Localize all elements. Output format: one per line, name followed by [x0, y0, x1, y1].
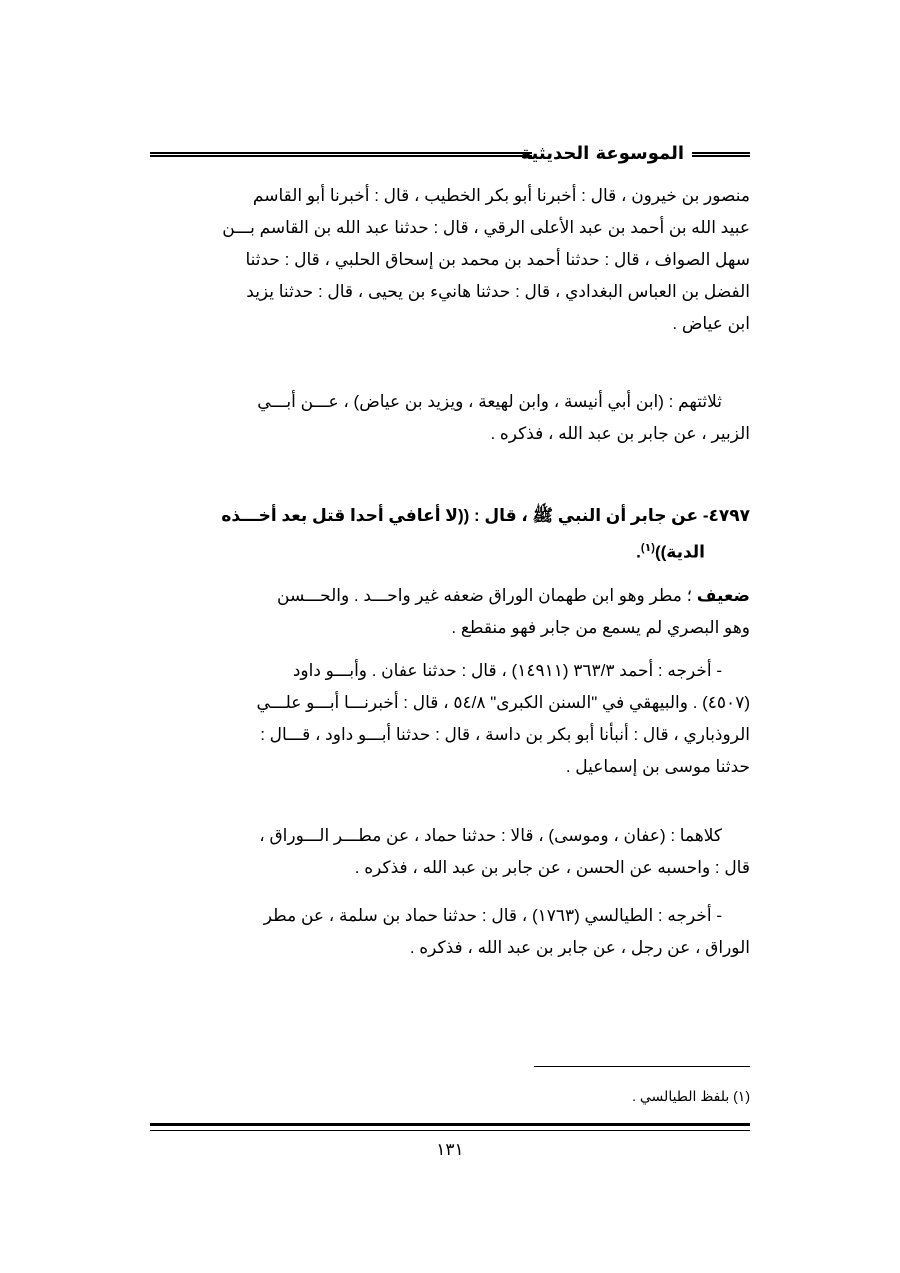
chain-paragraph-1 — [150, 180, 750, 340]
takhrij-paragraph-2 — [150, 900, 750, 964]
grading-line-1-text: ؛ مطر وهو ابن طهمان الوراق ضعفه غير واحـــد . والحـــسن — [277, 586, 697, 605]
text-line: ابن عياض . — [672, 314, 750, 333]
text-line: الوراق ، عن رجل ، عن جابر بن عبد الله ، فذكره . — [409, 938, 750, 957]
footnote-divider — [534, 1066, 750, 1067]
text-line: - أخرجه : الطيالسي (١٧٦٣) ، قال : حدثنا حماد بن سلمة ، عن مطر — [263, 906, 722, 925]
page-number: ١٣١ — [436, 1140, 464, 1159]
text-line: منصور بن خيرون ، قال : أخبرنا أبو بكر الخطيب ، قال : أخبرنا أبو القاسم — [252, 186, 750, 205]
header-rule-left — [150, 152, 532, 157]
text-line: ثلاثتهم : (ابن أبي أنيسة ، وابن لهيعة ، ويزيد بن عياض) ، عـــن أبـــي — [257, 392, 722, 411]
takhrij-paragraph-1 — [150, 655, 750, 783]
text-line: قال : واحسبه عن الحسن ، عن جابر بن عبد الله ، فذكره . — [354, 858, 750, 877]
hadith-line-2-text: الدية)) — [654, 542, 705, 562]
text-line: - أخرجه : أحمد ٣٦٣/٣ (١٤٩١١) ، قال : حدثنا عفان . وأبـــو داود — [292, 661, 722, 680]
text-line: الزبير ، عن جابر بن عبد الله ، فذكره . — [490, 424, 750, 443]
hadith-text — [150, 500, 750, 569]
chain-paragraph-3 — [150, 820, 750, 884]
text-line: الروذباري ، قال : أنبأنا أبو بكر بن داسة ، قال : حدثنا أبـــو داود ، قـــال : — [260, 725, 750, 744]
page-header — [150, 142, 750, 166]
text-line: كلاهما : (عفان ، وموسى) ، قالا : حدثنا حماد ، عن مطـــر الـــوراق ، — [259, 826, 722, 845]
grading-paragraph — [150, 580, 750, 644]
header-title: الموسوعة الحديثية — [520, 143, 684, 164]
grading-line-2: وهو البصري لم يسمع من جابر فهو منقطع . — [451, 618, 750, 637]
text-line: عبيد الله بن أحمد بن عبد الأعلى الرقي ، قال : حدثنا عبد الله بن القاسم بـــن — [222, 218, 750, 237]
hadith-end: . — [636, 542, 641, 562]
footer-rule-thin — [150, 1130, 750, 1131]
footnote-ref: (١) — [640, 542, 655, 554]
text-line: (٤٥٠٧) . والبيهقي في "السنن الكبرى" ٥٤/٨ ، قال : أخبرنـــا أبـــو علـــي — [256, 693, 750, 712]
book-page — [150, 0, 750, 1273]
chain-paragraph-2 — [150, 386, 750, 450]
hadith-line-1: ٤٧٩٧- عن جابر أن النبي ﷺ ، قال : ((لا أعافي أحدا قتل بعد أخـــذه — [221, 506, 750, 525]
footnote: (١) بلفظ الطيالسي . — [632, 1088, 750, 1104]
text-line: حدثنا موسى بن إسماعيل . — [565, 757, 750, 776]
text-line: الفضل بن العباس البغدادي ، قال : حدثنا هانيء بن يحيى ، قال : حدثنا يزيد — [246, 282, 750, 301]
header-rule-right — [692, 152, 750, 157]
hadith-line-2 — [150, 532, 750, 569]
text-line: سهل الصواف ، قال : حدثنا أحمد بن محمد بن إسحاق الحلبي ، قال : حدثنا — [245, 250, 750, 269]
footer-rule-thick — [150, 1123, 750, 1126]
grading-label: ضعيف — [696, 586, 750, 605]
grading-line-1 — [150, 580, 750, 612]
